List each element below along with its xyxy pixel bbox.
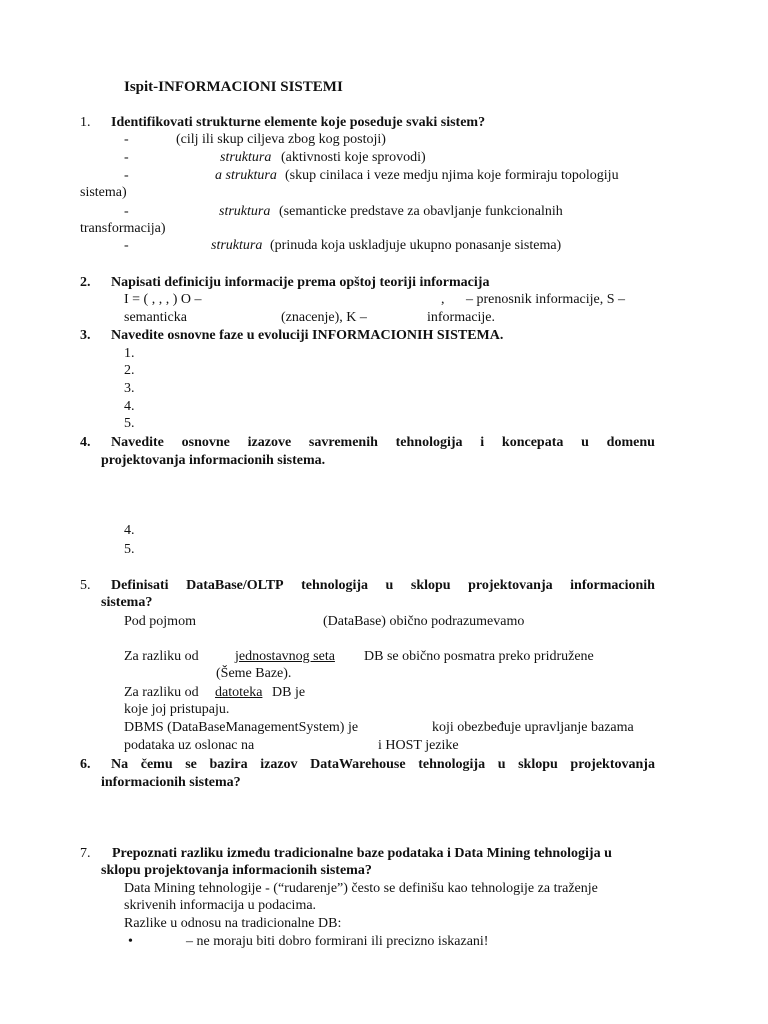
- q5-p3-start: Za razliku od: [124, 685, 199, 700]
- q5-p2-end: DB se obično posmatra preko pridružene: [364, 649, 594, 664]
- q2-question: Napisati definiciju informacije prema opštoj teoriji informacija: [111, 275, 490, 290]
- q6-word: Na: [111, 757, 129, 772]
- q1-item-3-italic: a struktura: [215, 168, 277, 183]
- q4-question-line2: projektovanja informacionih sistema.: [101, 453, 326, 468]
- q4-word: u: [581, 435, 589, 450]
- q5-question-line2: sistema?: [101, 595, 153, 610]
- q7-p1: Data Mining tehnologije - (“rudarenje”) često se definišu kao tehnologije za traženje: [124, 881, 598, 896]
- q6-word: sklopu: [518, 757, 558, 772]
- q5-word: sklopu: [410, 578, 451, 593]
- q1-number: 1.: [80, 115, 91, 130]
- q1-item-4-continuation: transformacija): [80, 221, 166, 236]
- q2-line1-comma: ,: [441, 292, 445, 307]
- q1-item-5-italic: struktura: [211, 238, 263, 253]
- q6-number: 6.: [80, 757, 91, 772]
- q5-p4-start: DBMS (DataBaseManagementSystem) je: [124, 720, 359, 735]
- q5-p1-end: (DataBase) obično podrazumevamo: [323, 614, 525, 629]
- q4-word: osnovne: [181, 435, 230, 450]
- q1-item-1-dash: -: [124, 132, 129, 147]
- q4-word: koncepata: [501, 435, 564, 450]
- q7-bullet: •: [128, 934, 133, 949]
- q5-word: u: [385, 578, 394, 593]
- q2-line2-start: semanticka: [124, 310, 187, 325]
- q1-item-2-dash: -: [124, 150, 129, 165]
- q5-p2-continuation: (Šeme Baze).: [216, 666, 292, 681]
- q5-word: Definisati: [111, 578, 169, 593]
- q2-line2-end: informacije.: [427, 310, 496, 325]
- q5-p4-end: koji obezbeđuje upravljanje bazama: [432, 720, 634, 735]
- q3-item-2: 2.: [124, 363, 135, 378]
- q6-word: bazira: [209, 757, 248, 772]
- q7-question-line2: sklopu projektovanja informacionih sistema?: [101, 863, 372, 878]
- q4-number: 4.: [80, 435, 91, 450]
- q4-question-line1: [111, 434, 655, 452]
- q1-item-4-text: (semanticke predstave za obavljanje funkcionalnih: [279, 204, 563, 219]
- q1-item-1-text: (cilj ili skup ciljeva zbog kog postoji): [176, 132, 386, 147]
- q5-p2-start: Za razliku od: [124, 649, 199, 664]
- q4-word: izazove: [247, 435, 292, 450]
- q5-p1-start: Pod pojmom: [124, 614, 196, 629]
- q1-item-4-dash: -: [124, 204, 129, 219]
- q3-question: Navedite osnovne faze u evoluciji INFORMACIONIH SISTEMA.: [111, 328, 504, 343]
- q5-word: informacionih: [570, 578, 655, 593]
- q5-p4-continuation-end: i HOST jezike: [378, 738, 459, 753]
- q3-item-4: 4.: [124, 399, 135, 414]
- q1-item-5-text: (prinuda koja uskladjuje ukupno ponasanje sistema): [270, 238, 562, 253]
- q5-p3-continuation: koje joj pristupaju.: [124, 702, 230, 717]
- q4-word: i: [480, 435, 485, 450]
- q6-word: izazov: [260, 757, 298, 772]
- q6-word: čemu: [140, 757, 173, 772]
- q5-word: projektovanja: [468, 578, 553, 593]
- q6-word: se: [185, 757, 197, 772]
- q5-p3-underlined: datoteka: [215, 685, 263, 700]
- page-title: Ispit-INFORMACIONI SISTEMI: [124, 79, 343, 95]
- q7-bullet-text: – ne moraju biti dobro formirani ili precizno iskazani!: [186, 934, 489, 949]
- q3-item-1: 1.: [124, 346, 135, 361]
- q5-p3-end: DB je: [272, 685, 306, 700]
- q4-word: domenu: [606, 435, 655, 450]
- q5-p2-underlined: jednostavnog seta: [235, 649, 335, 664]
- q4-word: Navedite: [111, 435, 164, 450]
- q5-question-line1: [111, 577, 655, 595]
- q1-item-4-italic: struktura: [219, 204, 271, 219]
- q5-number: 5.: [80, 578, 91, 593]
- q6-word: tehnologija: [418, 757, 486, 772]
- q1-item-2-italic: struktura: [220, 150, 272, 165]
- q1-item-5-dash: -: [124, 238, 129, 253]
- q1-item-3-dash: -: [124, 168, 129, 183]
- q2-line1-end: – prenosnik informacije, S –: [466, 292, 626, 307]
- q1-question: Identifikovati strukturne elemente koje poseduje svaki sistem?: [111, 115, 486, 130]
- q1-item-2-text: (aktivnosti koje sprovodi): [281, 150, 426, 165]
- q7-p2: skrivenih informacija u podacima.: [124, 898, 317, 913]
- q2-number: 2.: [80, 275, 91, 290]
- q5-p4-continuation-start: podataka uz oslonac na: [124, 738, 255, 753]
- q3-number: 3.: [80, 328, 91, 343]
- q6-word: u: [497, 757, 506, 772]
- q4-word: tehnologija: [395, 435, 463, 450]
- q1-item-3-text: (skup cinilaca i veze medju njima koje formiraju topologiju: [285, 168, 619, 183]
- q4-item-4: 4.: [124, 523, 135, 538]
- q5-word: tehnologija: [301, 578, 369, 593]
- q7-question-line1: Prepoznati razliku između tradicionalne baze podataka i Data Mining tehnologija u: [112, 846, 612, 861]
- q7-p3: Razlike u odnosu na tradicionalne DB:: [124, 916, 342, 931]
- q6-word: projektovanja: [570, 757, 655, 772]
- q3-item-5: 5.: [124, 416, 135, 431]
- q6-word: DataWarehouse: [310, 757, 406, 772]
- q5-word: DataBase/OLTP: [186, 578, 284, 593]
- q4-word: savremenih: [308, 435, 378, 450]
- q4-item-5: 5.: [124, 542, 135, 557]
- q2-line1-start: I = ( , , , ) O –: [124, 292, 202, 307]
- q3-item-3: 3.: [124, 381, 135, 396]
- q6-question-line1: [111, 756, 655, 774]
- q6-question-line2: informacionih sistema?: [101, 775, 241, 790]
- q1-item-3-continuation: sistema): [80, 185, 127, 200]
- q2-line2-middle: (znacenje), K –: [281, 310, 367, 325]
- q7-number: 7.: [80, 846, 91, 861]
